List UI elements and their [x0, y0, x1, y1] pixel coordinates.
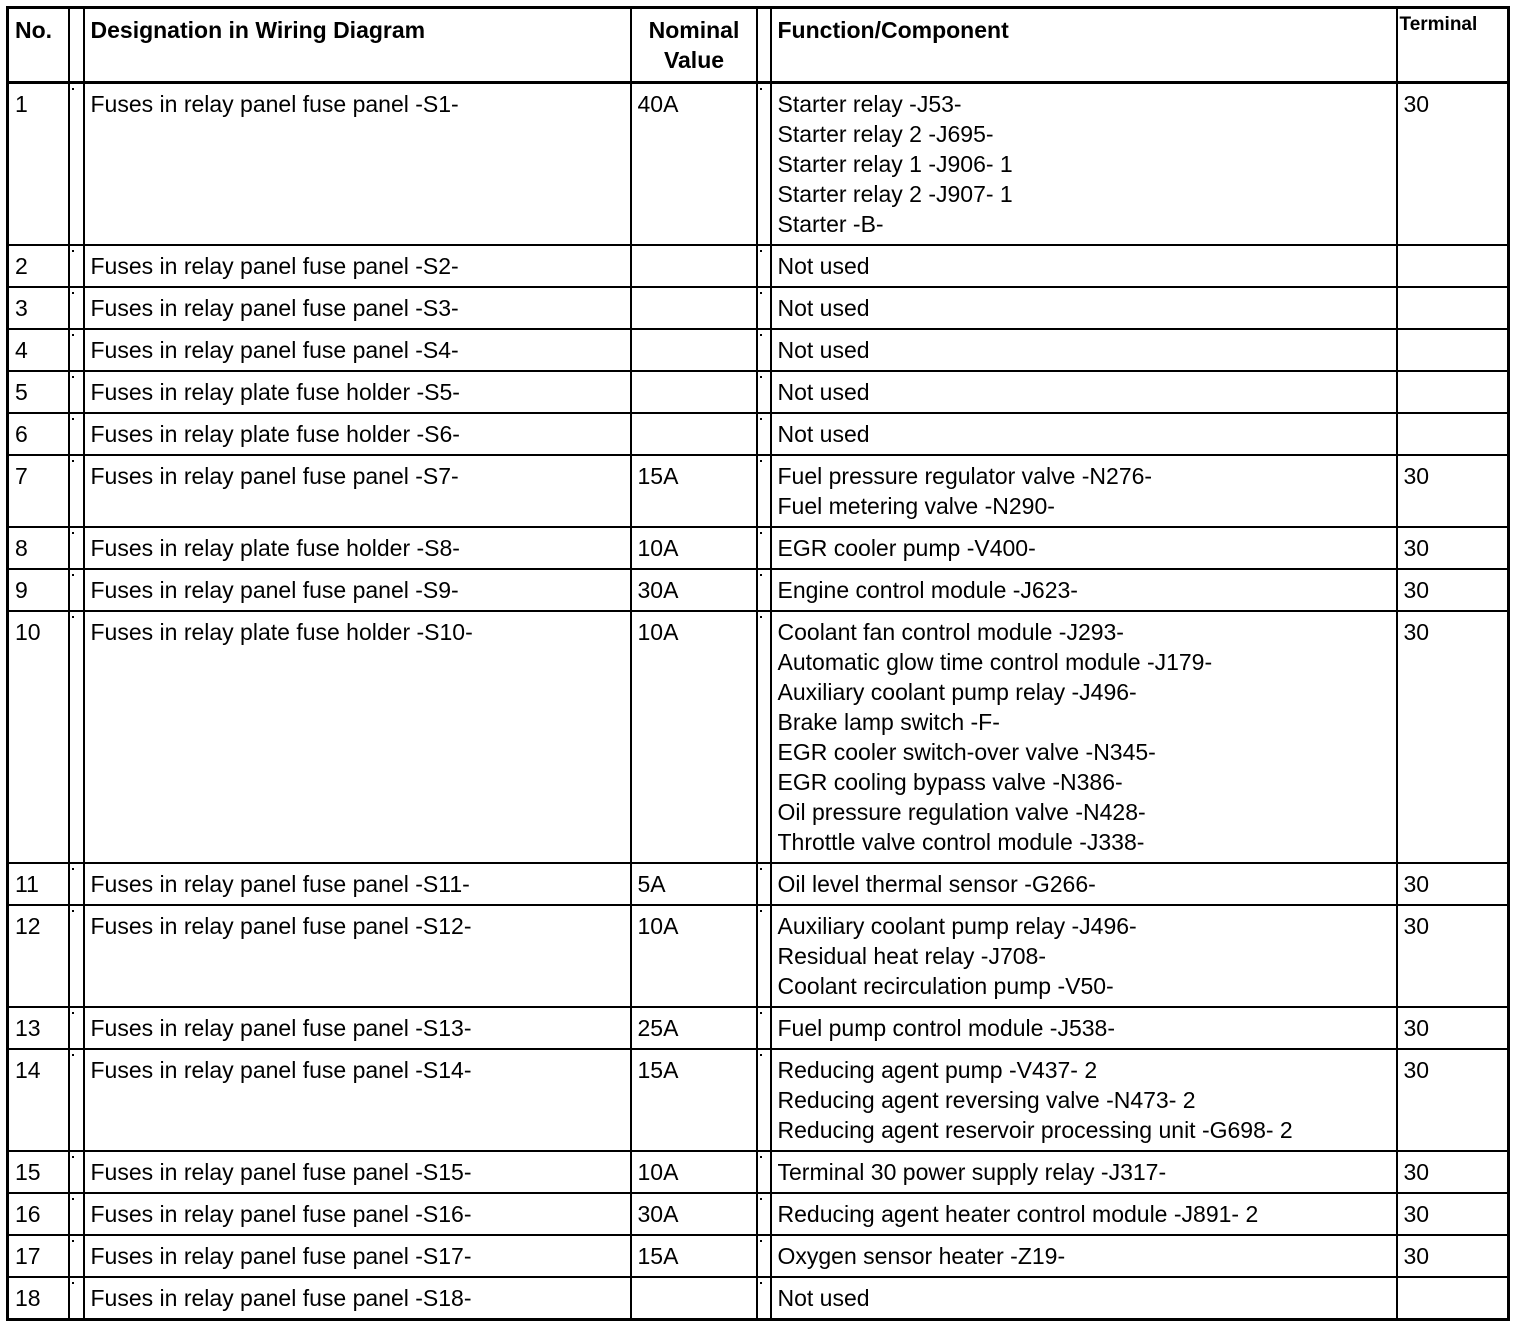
function-component: Not used — [777, 379, 870, 405]
header-nominal-line2: Value — [663, 47, 725, 73]
fuse-designation: Fuses in relay panel fuse panel -S13- — [84, 1007, 631, 1049]
row-spacer — [757, 611, 771, 863]
table-row — [8, 1151, 1509, 1193]
fuse-number: 10 — [8, 611, 69, 863]
fuse-designation: Fuses in relay panel fuse panel -S18- — [84, 1277, 631, 1320]
function-component: Oil level thermal sensor -G266- — [777, 871, 1096, 897]
header-nominal-value — [631, 8, 757, 83]
tick-mark — [72, 616, 74, 618]
fuse-terminal: 30 — [1397, 1151, 1509, 1193]
tick-mark — [760, 868, 762, 870]
table-row — [8, 1235, 1509, 1277]
fuse-terminal — [1397, 245, 1509, 287]
function-component: Engine control module -J623- — [777, 577, 1078, 603]
tick-mark — [72, 1156, 74, 1158]
fuse-nominal-value: 10A — [631, 905, 757, 1007]
fuse-terminal: 30 — [1397, 569, 1509, 611]
table-row — [8, 455, 1509, 527]
fuse-designation: Fuses in relay panel fuse panel -S14- — [84, 1049, 631, 1151]
row-spacer — [69, 287, 84, 329]
tick-mark — [760, 1240, 762, 1242]
tick-mark — [760, 910, 762, 912]
fuse-terminal — [1397, 413, 1509, 455]
table-row — [8, 1277, 1509, 1320]
tick-mark — [72, 376, 74, 378]
row-spacer — [757, 569, 771, 611]
tick-mark — [72, 1054, 74, 1056]
fuse-terminal: 30 — [1397, 905, 1509, 1007]
fuse-number: 14 — [8, 1049, 69, 1151]
fuse-nominal-value — [631, 329, 757, 371]
fuse-number: 17 — [8, 1235, 69, 1277]
fuse-number: 1 — [8, 83, 69, 246]
row-spacer — [69, 1193, 84, 1235]
row-spacer — [757, 905, 771, 1007]
table-row — [8, 371, 1509, 413]
fuse-terminal: 30 — [1397, 455, 1509, 527]
fuse-functions — [771, 413, 1397, 455]
fuse-functions — [771, 371, 1397, 413]
row-spacer — [69, 863, 84, 905]
row-spacer — [757, 1151, 771, 1193]
fuse-functions — [771, 455, 1397, 527]
table-row — [8, 83, 1509, 246]
fuse-number: 13 — [8, 1007, 69, 1049]
tick-mark — [760, 1156, 762, 1158]
tick-mark — [760, 292, 762, 294]
row-spacer — [69, 83, 84, 246]
row-spacer — [69, 611, 84, 863]
row-spacer — [757, 83, 771, 246]
fuse-number: 11 — [8, 863, 69, 905]
tick-mark — [760, 334, 762, 336]
fuse-nominal-value: 10A — [631, 611, 757, 863]
fuse-designation: Fuses in relay panel fuse panel -S3- — [84, 287, 631, 329]
fuse-functions — [771, 611, 1397, 863]
tick-mark — [760, 1012, 762, 1014]
function-component: EGR cooling bypass valve -N386- — [777, 769, 1123, 795]
fuse-functions — [771, 1049, 1397, 1151]
tick-mark — [72, 292, 74, 294]
fuse-designation: Fuses in relay plate fuse holder -S8- — [84, 527, 631, 569]
fuse-nominal-value — [631, 287, 757, 329]
fuse-number: 18 — [8, 1277, 69, 1320]
tick-mark — [760, 532, 762, 534]
tick-mark — [760, 574, 762, 576]
fuse-number: 4 — [8, 329, 69, 371]
tick-mark — [760, 88, 762, 90]
row-spacer — [69, 1049, 84, 1151]
fuse-terminal: 30 — [1397, 83, 1509, 246]
fuse-designation: Fuses in relay panel fuse panel -S17- — [84, 1235, 631, 1277]
fuse-nominal-value — [631, 413, 757, 455]
fuse-designation: Fuses in relay panel fuse panel -S2- — [84, 245, 631, 287]
fuse-terminal: 30 — [1397, 1049, 1509, 1151]
function-component: Starter -B- — [777, 211, 884, 237]
table-row — [8, 527, 1509, 569]
row-spacer — [757, 1235, 771, 1277]
fuse-nominal-value: 25A — [631, 1007, 757, 1049]
fuse-functions — [771, 1235, 1397, 1277]
function-component: Starter relay 1 -J906- 1 — [777, 151, 1013, 177]
row-spacer — [69, 1151, 84, 1193]
fuse-terminal — [1397, 371, 1509, 413]
tick-mark — [760, 250, 762, 252]
fuse-designation: Fuses in relay plate fuse holder -S5- — [84, 371, 631, 413]
tick-mark — [72, 868, 74, 870]
fuse-nominal-value — [631, 1277, 757, 1320]
function-component: EGR cooler pump -V400- — [777, 535, 1036, 561]
fuse-designation: Fuses in relay plate fuse holder -S6- — [84, 413, 631, 455]
tick-mark — [72, 88, 74, 90]
tick-mark — [72, 574, 74, 576]
table-body — [8, 83, 1509, 1320]
fuse-number: 3 — [8, 287, 69, 329]
function-component: Reducing agent heater control module -J891- 2 — [777, 1201, 1259, 1227]
fuse-number: 12 — [8, 905, 69, 1007]
function-component: Residual heat relay -J708- — [777, 943, 1046, 969]
function-component: Coolant recirculation pump -V50- — [777, 973, 1114, 999]
tick-mark — [760, 1054, 762, 1056]
fuse-nominal-value: 30A — [631, 569, 757, 611]
fuse-table — [6, 6, 1510, 1321]
function-component: Reducing agent reversing valve -N473- 2 — [777, 1087, 1196, 1113]
fuse-functions — [771, 1007, 1397, 1049]
fuse-nominal-value: 30A — [631, 1193, 757, 1235]
fuse-nominal-value: 15A — [631, 1049, 757, 1151]
fuse-terminal — [1397, 329, 1509, 371]
fuse-designation: Fuses in relay panel fuse panel -S15- — [84, 1151, 631, 1193]
table-row — [8, 1007, 1509, 1049]
table-row — [8, 569, 1509, 611]
header-spacer — [757, 8, 771, 83]
fuse-functions — [771, 1193, 1397, 1235]
fuse-nominal-value — [631, 245, 757, 287]
fuse-terminal: 30 — [1397, 611, 1509, 863]
header-designation: Designation in Wiring Diagram — [84, 8, 631, 83]
header-function: Function/Component — [771, 8, 1397, 83]
fuse-number: 6 — [8, 413, 69, 455]
tick-mark — [72, 532, 74, 534]
fuse-functions — [771, 569, 1397, 611]
fuse-nominal-value — [631, 371, 757, 413]
function-component: Automatic glow time control module -J179- — [777, 649, 1213, 675]
fuse-designation: Fuses in relay panel fuse panel -S11- — [84, 863, 631, 905]
table-row — [8, 413, 1509, 455]
tick-mark — [760, 418, 762, 420]
function-component: Oil pressure regulation valve -N428- — [777, 799, 1146, 825]
fuse-terminal: 30 — [1397, 1007, 1509, 1049]
fuse-terminal: 30 — [1397, 527, 1509, 569]
function-component: Auxiliary coolant pump relay -J496- — [777, 679, 1137, 705]
tick-mark — [72, 910, 74, 912]
table-row — [8, 863, 1509, 905]
tick-mark — [72, 1240, 74, 1242]
tick-mark — [760, 376, 762, 378]
row-spacer — [757, 863, 771, 905]
tick-mark — [72, 418, 74, 420]
tick-mark — [72, 460, 74, 462]
tick-mark — [760, 1198, 762, 1200]
fuse-functions — [771, 863, 1397, 905]
fuse-nominal-value: 15A — [631, 455, 757, 527]
header-nominal-line1: Nominal — [648, 17, 740, 43]
fuse-nominal-value: 15A — [631, 1235, 757, 1277]
function-component: Fuel metering valve -N290- — [777, 493, 1055, 519]
function-component: Brake lamp switch -F- — [777, 709, 1000, 735]
fuse-functions — [771, 905, 1397, 1007]
function-component: Starter relay 2 -J907- 1 — [777, 181, 1013, 207]
row-spacer — [757, 1049, 771, 1151]
table-row — [8, 611, 1509, 863]
fuse-terminal — [1397, 1277, 1509, 1320]
function-component: Terminal 30 power supply relay -J317- — [777, 1159, 1167, 1185]
function-component: Not used — [777, 421, 870, 447]
row-spacer — [69, 455, 84, 527]
function-component: Throttle valve control module -J338- — [777, 829, 1145, 855]
tick-mark — [760, 1282, 762, 1284]
function-component: Reducing agent reservoir processing unit -G698- 2 — [777, 1117, 1293, 1143]
table-row — [8, 1049, 1509, 1151]
function-component: Oxygen sensor heater -Z19- — [777, 1243, 1066, 1269]
fuse-nominal-value: 5A — [631, 863, 757, 905]
fuse-functions — [771, 83, 1397, 246]
fuse-terminal — [1397, 287, 1509, 329]
table-row — [8, 329, 1509, 371]
fuse-designation: Fuses in relay panel fuse panel -S16- — [84, 1193, 631, 1235]
fuse-functions — [771, 287, 1397, 329]
row-spacer — [757, 1193, 771, 1235]
header-spacer — [69, 8, 84, 83]
tick-mark — [72, 334, 74, 336]
fuse-nominal-value: 10A — [631, 1151, 757, 1193]
fuse-number: 15 — [8, 1151, 69, 1193]
function-component: Not used — [777, 337, 870, 363]
fuse-designation: Fuses in relay panel fuse panel -S7- — [84, 455, 631, 527]
function-component: Fuel pressure regulator valve -N276- — [777, 463, 1153, 489]
header-row — [8, 8, 1509, 83]
row-spacer — [757, 527, 771, 569]
fuse-number: 9 — [8, 569, 69, 611]
function-component: Starter relay 2 -J695- — [777, 121, 994, 147]
fuse-designation: Fuses in relay plate fuse holder -S10- — [84, 611, 631, 863]
fuse-designation: Fuses in relay panel fuse panel -S12- — [84, 905, 631, 1007]
function-component: Reducing agent pump -V437- 2 — [777, 1057, 1098, 1083]
table-row — [8, 287, 1509, 329]
fuse-terminal: 30 — [1397, 863, 1509, 905]
row-spacer — [757, 287, 771, 329]
fuse-functions — [771, 329, 1397, 371]
tick-mark — [72, 1282, 74, 1284]
function-component: Not used — [777, 253, 870, 279]
function-component: EGR cooler switch-over valve -N345- — [777, 739, 1156, 765]
fuse-functions — [771, 1277, 1397, 1320]
fuse-designation: Fuses in relay panel fuse panel -S9- — [84, 569, 631, 611]
row-spacer — [69, 413, 84, 455]
row-spacer — [757, 455, 771, 527]
function-component: Coolant fan control module -J293- — [777, 619, 1124, 645]
fuse-functions — [771, 1151, 1397, 1193]
row-spacer — [757, 245, 771, 287]
tick-mark — [760, 616, 762, 618]
row-spacer — [69, 527, 84, 569]
fuse-number: 7 — [8, 455, 69, 527]
row-spacer — [757, 371, 771, 413]
row-spacer — [69, 1007, 84, 1049]
function-component: Auxiliary coolant pump relay -J496- — [777, 913, 1137, 939]
header-terminal: Terminal — [1397, 8, 1509, 83]
tick-mark — [72, 1012, 74, 1014]
fuse-functions — [771, 527, 1397, 569]
tick-mark — [72, 1198, 74, 1200]
fuse-number: 5 — [8, 371, 69, 413]
table-row — [8, 905, 1509, 1007]
fuse-number: 8 — [8, 527, 69, 569]
row-spacer — [757, 413, 771, 455]
tick-mark — [72, 250, 74, 252]
row-spacer — [69, 1235, 84, 1277]
row-spacer — [69, 371, 84, 413]
row-spacer — [69, 329, 84, 371]
table-row — [8, 245, 1509, 287]
fuse-nominal-value: 40A — [631, 83, 757, 246]
fuse-number: 16 — [8, 1193, 69, 1235]
header-no: No. — [8, 8, 69, 83]
function-component: Starter relay -J53- — [777, 91, 962, 117]
row-spacer — [757, 1007, 771, 1049]
function-component: Fuel pump control module -J538- — [777, 1015, 1115, 1041]
fuse-number: 2 — [8, 245, 69, 287]
function-component: Not used — [777, 1285, 870, 1311]
tick-mark — [760, 460, 762, 462]
row-spacer — [69, 1277, 84, 1320]
fuse-designation: Fuses in relay panel fuse panel -S1- — [84, 83, 631, 246]
function-component: Not used — [777, 295, 870, 321]
fuse-functions — [771, 245, 1397, 287]
row-spacer — [69, 245, 84, 287]
row-spacer — [69, 569, 84, 611]
fuse-terminal: 30 — [1397, 1193, 1509, 1235]
row-spacer — [69, 905, 84, 1007]
row-spacer — [757, 329, 771, 371]
fuse-nominal-value: 10A — [631, 527, 757, 569]
row-spacer — [757, 1277, 771, 1320]
table-row — [8, 1193, 1509, 1235]
fuse-designation: Fuses in relay panel fuse panel -S4- — [84, 329, 631, 371]
fuse-terminal: 30 — [1397, 1235, 1509, 1277]
